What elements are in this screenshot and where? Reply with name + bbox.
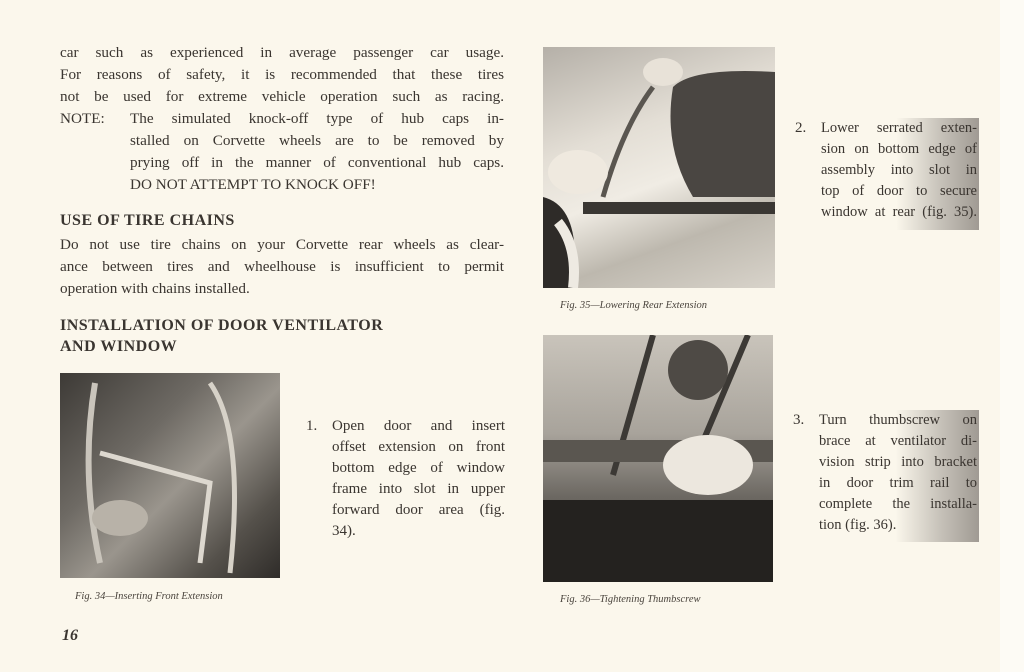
note-warning: DO NOT ATTEMPT TO KNOCK OFF! [130,176,376,193]
text-line: 34). [332,523,356,539]
text-line: not be used for extreme vehicle operation such as racing. [60,88,504,105]
step-2 [795,118,979,230]
figure-34-photo [60,373,280,578]
text-line: in door trim rail to [819,475,977,491]
text-line: bottom edge of window [332,460,505,476]
text-line: window at rear (fig. 35). [821,204,977,220]
window-frame-illustration [60,373,280,578]
text-line: complete the installa- [819,496,977,512]
note-label: NOTE: [60,110,105,127]
text-line: brace at ventilator di- [819,433,977,449]
note-block [60,108,504,198]
figure-35-caption: Fig. 35—Lowering Rear Extension [560,300,707,311]
section-heading-installation [60,315,383,357]
text-line: operation with chains installed. [60,280,250,297]
figure-35-photo [543,47,775,288]
text-line: The simulated knock-off type of hub caps in- [130,110,504,127]
text-line: Turn thumbscrew on [819,412,977,428]
step-1 [306,416,505,546]
step-number: 1. [306,418,318,434]
figure-34-caption: Fig. 34—Inserting Front Extension [75,591,223,602]
text-line: forward door area (fig. [332,502,505,518]
intro-paragraph [60,42,504,108]
heading-line: AND WINDOW [60,338,178,355]
text-line: car such as experienced in average passenger car usage. [60,44,504,61]
step-3 [793,410,979,542]
text-line: tion (fig. 36). [819,517,897,533]
text-line: For reasons of safety, it is recommended that these tires [60,66,504,83]
tire-chains-paragraph [60,234,504,300]
text-line: offset extension on front [332,439,505,455]
figure-36-caption: Fig. 36—Tightening Thumbscrew [560,594,701,605]
door-window-illustration [543,47,775,288]
text-line: vision strip into bracket [819,454,977,470]
text-line: Do not use tire chains on your Corvette rear wheels as clear- [60,236,504,253]
text-line: frame into slot in upper [332,481,505,497]
heading-line: INSTALLATION OF DOOR VENTILATOR [60,317,384,334]
text-line: sion on bottom edge of [821,141,977,157]
figure-36-photo [543,335,773,582]
text-line: Open door and insert [332,418,505,434]
text-line: assembly into slot in [821,162,977,178]
text-line: top of door to secure [821,183,977,199]
text-line: prying off in the manner of conventional hub caps. [130,154,504,171]
text-line: stalled on Corvette wheels are to be removed by [130,132,504,149]
thumbscrew-illustration [543,335,773,582]
text-line: Lower serrated exten- [821,120,977,136]
section-heading-tire-chains: USE OF TIRE CHAINS [60,212,235,229]
page-number: 16 [62,627,78,644]
text-line: ance between tires and wheelhouse is insufficient to permit [60,258,504,275]
step-number: 2. [795,120,807,136]
step-number: 3. [793,412,805,428]
